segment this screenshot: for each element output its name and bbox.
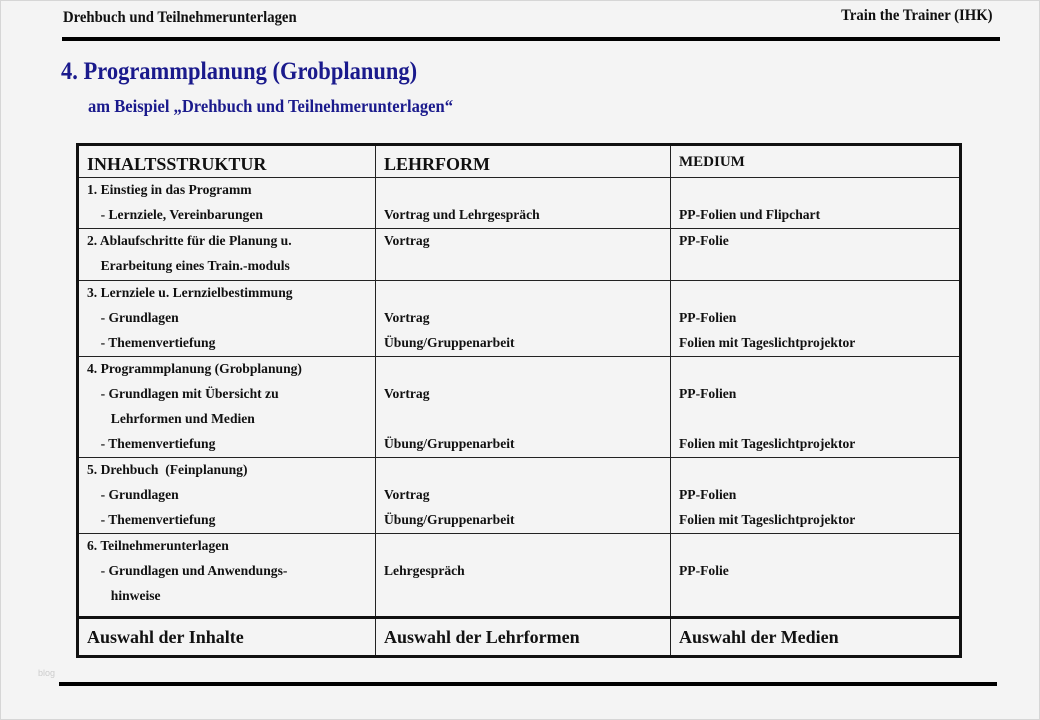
cell-medium xyxy=(671,357,961,458)
cell-medium xyxy=(671,458,961,534)
cell-line: PP-Folien xyxy=(679,311,737,326)
cell-line xyxy=(384,407,654,432)
cell-line xyxy=(384,458,654,483)
cell-line: Erarbeitung eines Train.-moduls xyxy=(87,259,290,274)
cell-line: Vortrag xyxy=(384,387,430,402)
cell-inhalt xyxy=(78,229,376,281)
footer-cell: Auswahl der Lehrformen xyxy=(376,618,671,657)
cell-line xyxy=(384,281,654,306)
cell-medium xyxy=(671,178,961,229)
page-subtitle: am Beispiel „Drehbuch und Teilnehmerunterlagen“ xyxy=(88,96,453,116)
cell-line: PP-Folie xyxy=(679,234,729,249)
cell-line: Übung/Gruppenarbeit xyxy=(384,437,515,452)
cell-line xyxy=(384,178,654,203)
cell-line: 2. Ablaufschritte für die Planung u. xyxy=(87,234,292,249)
header-inhaltsstruktur: INHALTSSTRUKTUR xyxy=(78,145,376,178)
cell-line: PP-Folien xyxy=(679,488,737,503)
table-row xyxy=(78,178,961,229)
cell-line: Vortrag xyxy=(384,234,430,249)
cell-lehrform xyxy=(376,534,671,618)
cell-line: Folien mit Tageslichtprojektor xyxy=(679,513,856,528)
cell-line xyxy=(679,281,943,306)
cell-line: Vortrag xyxy=(384,488,430,503)
cell-line xyxy=(679,357,943,382)
cell-line xyxy=(679,458,943,483)
cell-line: 5. Drehbuch (Feinplanung) xyxy=(87,463,248,478)
page-title: 4. Programmplanung (Grobplanung) xyxy=(61,58,418,85)
cell-line xyxy=(679,534,943,559)
cell-lehrform xyxy=(376,458,671,534)
cell-line: - Themenvertiefung xyxy=(87,336,216,351)
cell-inhalt xyxy=(78,281,376,357)
cell-line xyxy=(384,357,654,382)
cell-inhalt xyxy=(78,178,376,229)
cell-medium xyxy=(671,534,961,618)
cell-inhalt xyxy=(78,357,376,458)
cell-line: PP-Folien und Flipchart xyxy=(679,208,821,223)
cell-line: - Lernziele, Vereinbarungen xyxy=(87,208,263,223)
cell-lehrform xyxy=(376,178,671,229)
cell-line xyxy=(384,534,654,559)
cell-line: PP-Folien xyxy=(679,387,737,402)
cell-inhalt xyxy=(78,534,376,618)
cell-line xyxy=(679,407,943,432)
cell-medium xyxy=(671,229,961,281)
table-row xyxy=(78,458,961,534)
table-header-row xyxy=(78,145,961,178)
cell-lehrform xyxy=(376,357,671,458)
footer-rule xyxy=(59,682,997,686)
header-rule xyxy=(62,37,1000,41)
cell-line: Vortrag und Lehrgespräch xyxy=(384,208,540,223)
cell-line: - Grundlagen xyxy=(87,488,179,503)
cell-line xyxy=(679,178,943,203)
cell-lehrform xyxy=(376,281,671,357)
cell-line: Vortrag xyxy=(384,311,430,326)
cell-line: Lehrformen und Medien xyxy=(87,412,255,427)
table-footer-row xyxy=(78,618,961,657)
watermark: blog xyxy=(38,668,56,678)
cell-line: - Grundlagen und Anwendungs- xyxy=(87,564,288,579)
cell-medium xyxy=(671,281,961,357)
footer-cell: Auswahl der Medien xyxy=(671,618,961,657)
footer-cell: Auswahl der Inhalte xyxy=(78,618,376,657)
table-row xyxy=(78,229,961,281)
header-right: Train the Trainer (IHK) xyxy=(841,7,993,24)
cell-line: Folien mit Tageslichtprojektor xyxy=(679,437,856,452)
cell-line: Lehrgespräch xyxy=(384,564,465,579)
cell-line: PP-Folie xyxy=(679,564,729,579)
cell-inhalt xyxy=(78,458,376,534)
cell-line: - Grundlagen mit Übersicht zu xyxy=(87,387,279,402)
header-left: Drehbuch und Teilnehmerunterlagen xyxy=(63,9,297,26)
header-medium: MEDIUM xyxy=(671,145,961,178)
cell-line: 3. Lernziele u. Lernzielbestimmung xyxy=(87,286,293,301)
header-lehrform: LEHRFORM xyxy=(376,145,671,178)
cell-line: Folien mit Tageslichtprojektor xyxy=(679,336,856,351)
cell-line: Übung/Gruppenarbeit xyxy=(384,336,515,351)
table-row xyxy=(78,357,961,458)
cell-lehrform xyxy=(376,229,671,281)
table-row xyxy=(78,281,961,357)
cell-line: - Grundlagen xyxy=(87,311,179,326)
cell-line: Übung/Gruppenarbeit xyxy=(384,513,515,528)
cell-line: 1. Einstieg in das Programm xyxy=(87,183,252,198)
cell-line: hinweise xyxy=(87,589,161,604)
table-row xyxy=(78,534,961,618)
cell-line: 6. Teilnehmerunterlagen xyxy=(87,539,229,554)
cell-line: 4. Programmplanung (Grobplanung) xyxy=(87,362,302,377)
cell-line: - Themenvertiefung xyxy=(87,513,216,528)
cell-line: - Themenvertiefung xyxy=(87,437,216,452)
program-table xyxy=(76,143,962,658)
